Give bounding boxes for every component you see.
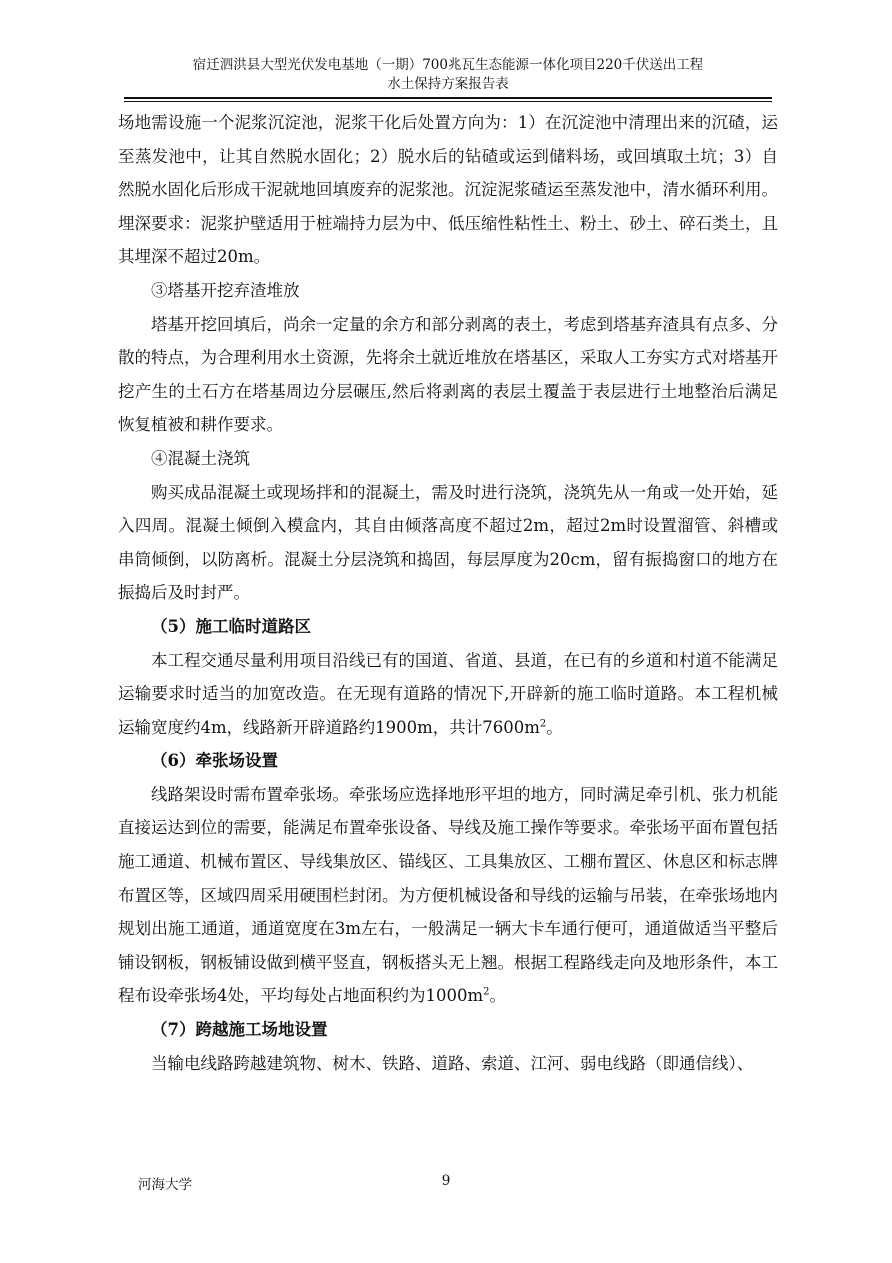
section-heading-tension-field: （6）牵张场设置 — [151, 751, 278, 771]
paragraph-tail: 。 — [546, 717, 563, 737]
header-project-title: 宿迁泗洪县大型光伏发电基地（一期）700兆瓦生态能源一体化项目220千伏送出工程 — [192, 57, 704, 73]
section-heading-temporary-roads: （5）施工临时道路区 — [151, 616, 311, 636]
subheading-concrete-pouring: ④混凝土浇筑 — [151, 448, 250, 468]
section-heading-crossing-site: （7）跨越施工场地设置 — [151, 1020, 328, 1040]
page-number: 9 — [441, 1173, 451, 1189]
paragraph-tail: 。 — [489, 986, 507, 1006]
superscript-2: 2 — [539, 718, 547, 730]
header-report-title: 水土保持方案报告表 — [387, 76, 509, 92]
footer-organization: 河海大学 — [138, 1177, 192, 1193]
document-body — [118, 106, 778, 1080]
paragraph-tension-field — [118, 778, 778, 1013]
paragraph-tower-spoil: 塔基开挖回填后，尚余一定量的余方和部分剥离的表土，考虑到塔基弃渣具有点多、分散的特点，为合理利用水土资源，先将余土就近堆放在塔基区，采取人工夯实方式对塔基开挖产生的土石方在塔基周边分层碾压,然后将剥离的表层土覆盖于表层进行土地整治后满足恢复植被和耕作要求。 — [118, 314, 778, 435]
page-header — [124, 56, 772, 94]
header-rule-thin — [124, 101, 772, 102]
paragraph-crossing-site: 当输电线路跨越建筑物、树木、铁路、道路、索道、江河、弱电线路（即通信线）、 — [151, 1053, 754, 1073]
superscript-2: 2 — [483, 986, 490, 998]
header-rule-thick — [124, 97, 772, 99]
paragraph-temporary-roads-text: 本工程交通尽量利用项目沿线已有的国道、省道、县道，在已有的乡道和村道不能满足运输要求时适当的加宽改造。在无现有道路的情况下,开辟新的施工临时道路。本工程机械运输宽度约4m，线路新开辟道路约1900m，共计7600m — [118, 650, 778, 737]
paragraph-concrete-pouring: 购买成品混凝土或现场拌和的混凝土，需及时进行浇筑，浇筑先从一角或一处开始，延入四周。混凝土倾倒入模盒内，其自由倾落高度不超过2m，超过2m时设置溜管、斜槽或串筒倾倒，以防离析。混凝土分层浇筑和捣固，每层厚度为20cm，留有振捣窗口的地方在振捣后及时封严。 — [118, 482, 778, 603]
paragraph-tension-field-text: 线路架设时需布置牵张场。牵张场应选择地形平坦的地方，同时满足牵引机、张力机能直接运达到位的需要，能满足布置牵张设备、导线及施工操作等要求。牵张场平面布置包括施工通道、机械布置区、导线集放区、锚线区、工具集放区、工棚布置区、休息区和标志牌布置区等，区域四周采用硬围栏封闭。为方便机械设备和导线的运输与吊装，在牵张场地内规划出施工通道，通道宽度在3m左右，一般满足一辆大卡车通行便可，通道做适当平整后铺设钢板，钢板铺设做到横平竖直，钢板搭头无上翘。根据工程路线走向及地形条件，本工程布设牵张场4处，平均每处占地面积约为1000m — [118, 784, 778, 1006]
paragraph-mud-disposal: 场地需设施一个泥浆沉淀池，泥浆干化后处置方向为：1）在沉淀池中清理出来的沉碴，运至蒸发池中，让其自然脱水固化；2）脱水后的钻碴或运到储料场，或回填取土坑；3）自然脱水固化后形成干泥就地回填废弃的泥浆池。沉淀泥浆碴运至蒸发池中，清水循环利用。埋深要求：泥浆护壁适用于桩端持力层为中、低压缩性粘性土、粉土、砂土、碎石类土，且其埋深不超过20m。 — [118, 113, 778, 267]
subheading-tower-spoil: ③塔基开挖弃渣堆放 — [151, 280, 300, 300]
paragraph-temporary-roads — [118, 644, 778, 745]
